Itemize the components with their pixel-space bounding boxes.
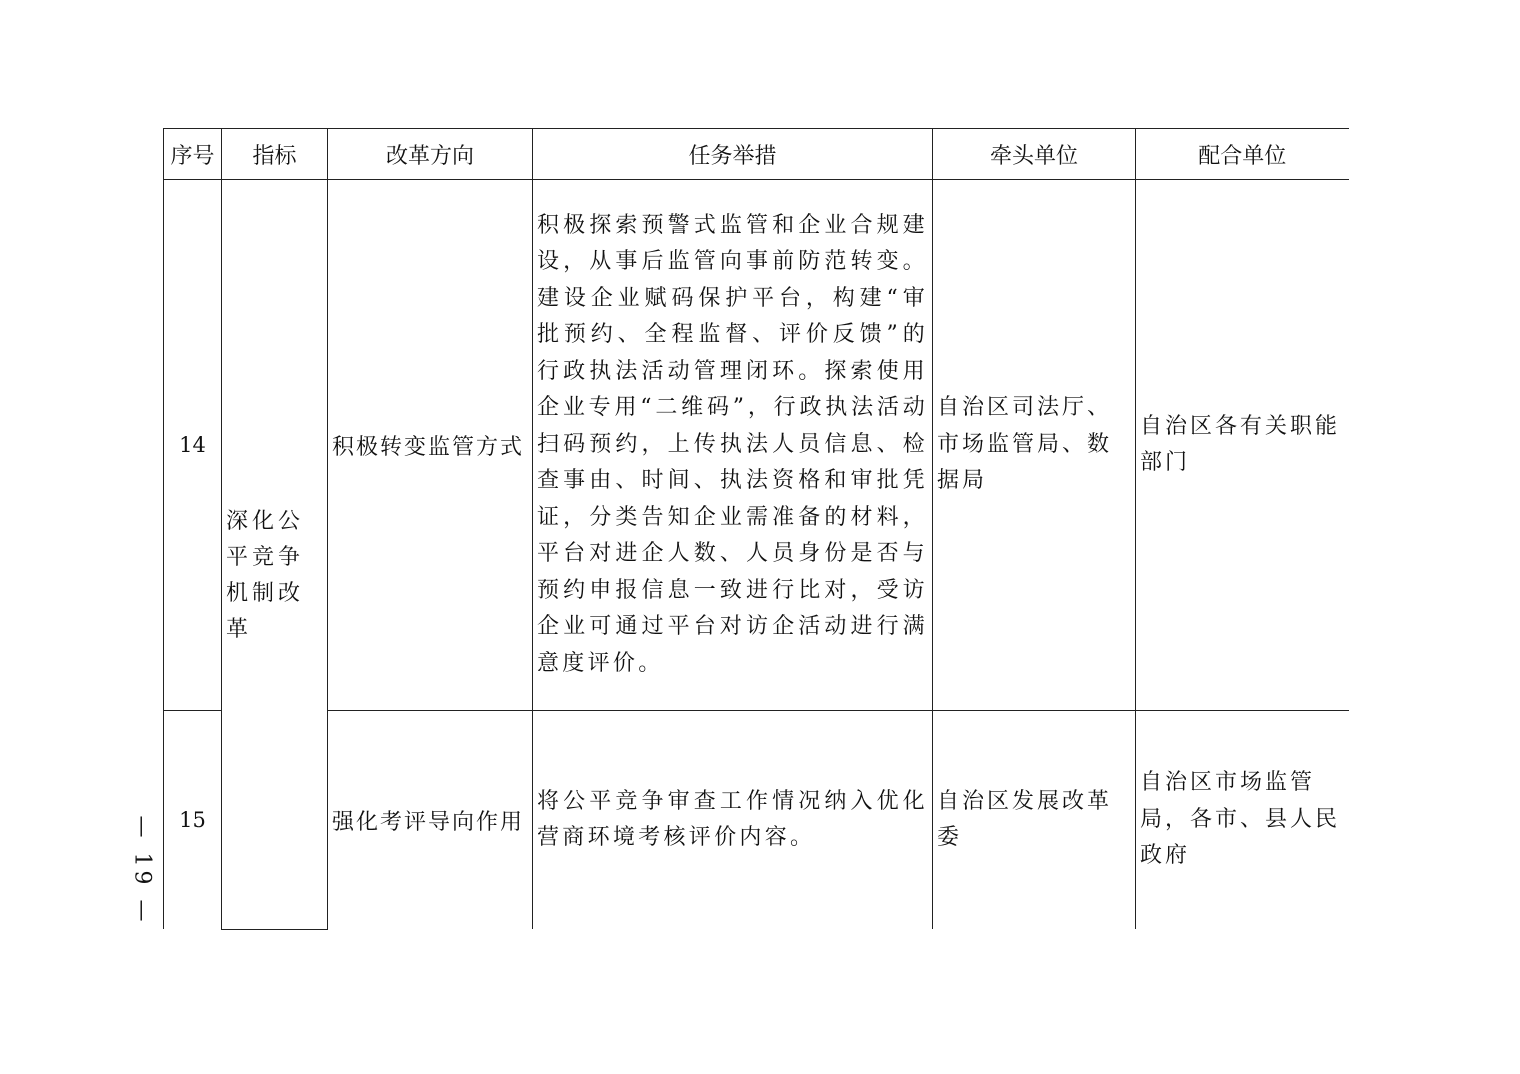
support-unit: 自治区各有关职能部门 (1136, 180, 1349, 711)
reform-direction: 积极转变监管方式 (328, 180, 533, 711)
indicator-cell (222, 180, 328, 930)
row-index: 14 (164, 180, 222, 711)
header-direction: 改革方向 (328, 129, 533, 180)
header-support-unit: 配合单位 (1136, 129, 1349, 180)
header-lead-unit: 牵头单位 (933, 129, 1136, 180)
indicator-text: 深化公平竞争机制改革 (226, 509, 305, 642)
support-unit: 自治区市场监管局，各市、县人民政府 (1136, 711, 1349, 930)
page-number-text: — 19 — (129, 815, 155, 925)
lead-unit: 自治区发展改革委 (933, 711, 1136, 930)
page-number (122, 815, 162, 925)
row-index: 15 (164, 711, 222, 930)
task-measures: 积极探索预警式监管和企业合规建设，从事后监管向事前防范转变。建设企业赋码保护平台，构建“审批预约、全程监督、评价反馈”的行政执法活动管理闭环。探索使用企业专用“二维码”，行政执法活动扫码预约，上传执法人员信息、检查事由、时间、执法资格和审批凭证，分类告知企业需准备的材料，平台对进企人数、人员身份是否与预约申报信息一致进行比对，受访企业可通过平台对访企活动进行满意度评价。 (533, 180, 933, 711)
table-row (164, 180, 1349, 711)
task-measures: 将公平竞争审查工作情况纳入优化营商环境考核评价内容。 (533, 711, 933, 930)
reform-direction: 强化考评导向作用 (328, 711, 533, 930)
reform-task-table (163, 128, 1349, 930)
lead-unit: 自治区司法厅、市场监管局、数据局 (933, 180, 1136, 711)
header-task: 任务举措 (533, 129, 933, 180)
header-index: 序号 (164, 129, 222, 180)
table-row (164, 711, 1349, 930)
table-header-row (164, 129, 1349, 180)
header-indicator: 指标 (222, 129, 328, 180)
